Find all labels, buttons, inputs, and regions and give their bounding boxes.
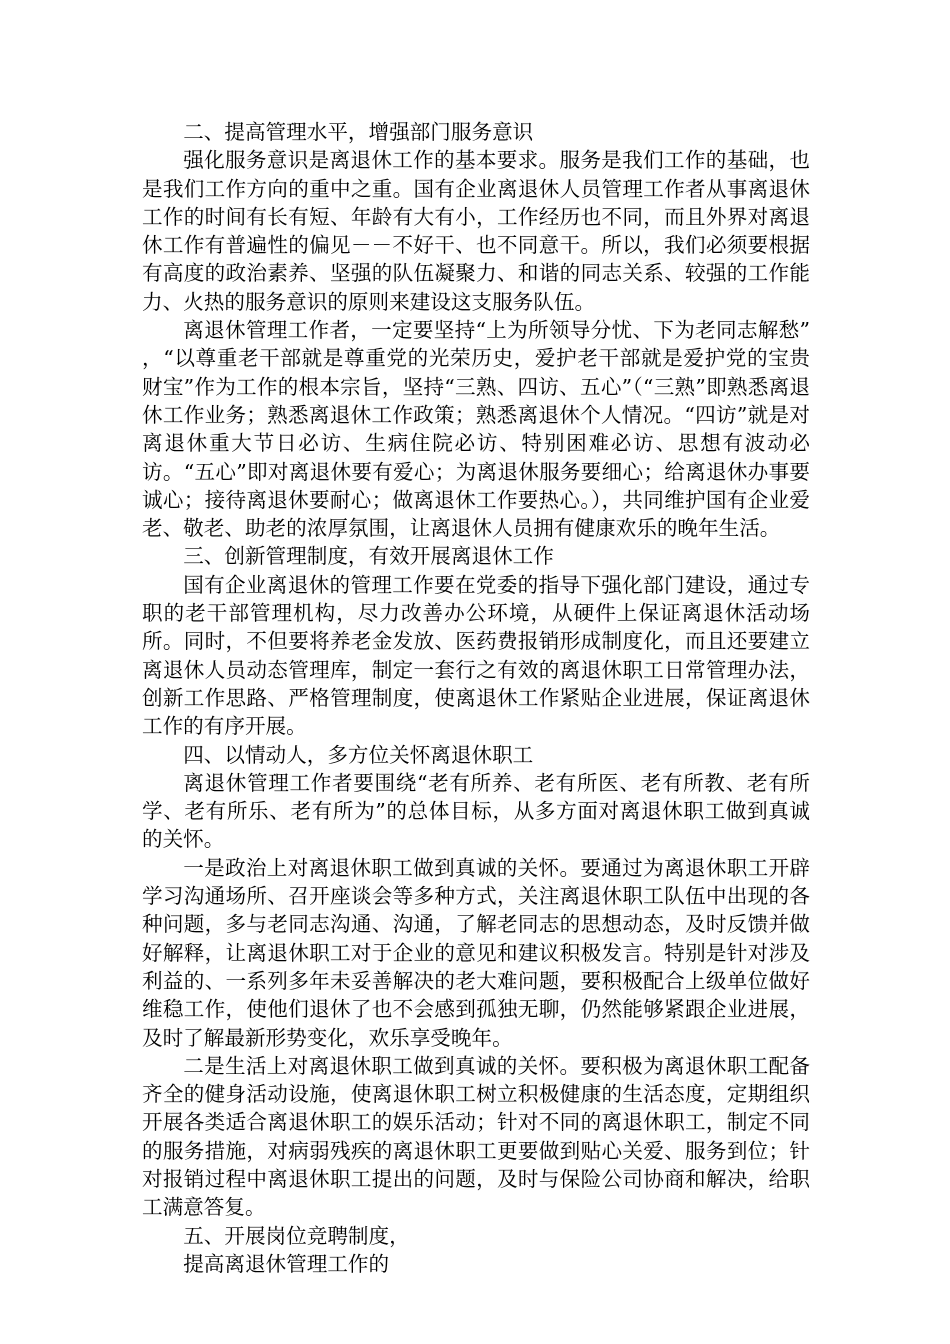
section-heading-5: 五、开展岗位竞聘制度， xyxy=(183,1223,410,1248)
document-body xyxy=(142,118,810,1278)
section-heading-2: 二、提高管理水平，增强部门服务意识 xyxy=(183,120,534,144)
section-heading-4: 四、以情动人，多方位关怀离退休职工 xyxy=(183,742,534,767)
paragraph-truncated: 提高离退休管理工作的 xyxy=(183,1251,390,1276)
paragraph-service-awareness: 强化服务意识是离退休工作的基本要求。服务是我们工作的基础，也是我们工作方向的重中之重。国有企业离退休人员管理工作者从事离退休工作的时间有长有短、年龄有大有小，工作经历也不同，而且外界对离退休工作有普遍性的偏见－－不好干、也不同意干。所以，我们必须要根据有高度的政治素养、坚强的队伍凝聚力、和谐的同志关系、较强的工作能力、火热的服务意识的原则来建设这支服务队伍。 xyxy=(142,148,810,314)
paragraph-overall-goal: 离退休管理工作者要围绕“老有所养、老有所医、老有所教、老有所学、老有所乐、老有所为”的总体目标，从多方面对离退休职工做到真诚的关怀。 xyxy=(142,770,810,852)
paragraph-management-system: 国有企业离退休的管理工作要在党委的指导下强化部门建设，通过专职的老干部管理机构，尽力改善办公环境，从硬件上保证离退休活动场所。同时，不但要将养老金发放、医药费报销形成制度化，而且还要建立离退休人员动态管理库，制定一套行之有效的离退休职工日常管理办法，创新工作思路、严格管理制度，使离退休工作紧贴企业进展，保证离退休工作的有序开展。 xyxy=(142,572,810,739)
paragraph-manager-principles: 离退休管理工作者，一定要坚持“上为所领导分忧、下为老同志解愁” ，“以尊重老干部就是尊重党的光荣历史，爱护老干部就是爱护党的宝贵财宝”作为工作的根本宗旨，坚持“三熟、四访、五心”（“三熟”即熟悉离退休工作业务；熟悉离退休工作政策；熟悉离退休个人情况。“四访”就是对离退休重大节日必访、生病住院必访、特别困难必访、思想有波动必访。“五心”即对离退休要有爱心；为离退休服务要细心；给离退休办事要诚心；接待离退休要耐心；做离退休工作要热心。），共同维护国有企业爱老、敬老、助老的浓厚氛围，让离退休人员拥有健康欢乐的晚年生活。 xyxy=(142,318,810,541)
section-heading-3: 三、创新管理制度，有效开展离退休工作 xyxy=(183,544,554,569)
paragraph-life-care: 二是生活上对离退休职工做到真诚的关怀。要积极为离退休职工配备齐全的健身活动设施，使离退休职工树立积极健康的生活态度，定期组织开展各类适合离退休职工的娱乐活动；针对不同的离退休职工，制定不同的服务措施，对病弱残疾的离退休职工更要做到贴心关爱、服务到位；针对报销过程中离退休职工提出的问题，及时与保险公司协商和解决，给职工满意答复。 xyxy=(142,1053,810,1220)
paragraph-political-care: 一是政治上对离退休职工做到真诚的关怀。要通过为离退休职工开辟学习沟通场所、召开座谈会等多种方式，关注离退休职工队伍中出现的各种问题，多与老同志沟通、沟通，了解老同志的思想动态，及时反馈并做好解释，让离退休职工对于企业的意见和建议积极发言。特别是针对涉及利益的、一系列多年未妥善解决的老大难问题，要积极配合上级单位做好维稳工作，使他们退休了也不会感到孤独无聊，仍然能够紧跟企业进展，及时了解最新形势变化，欢乐享受晚年。 xyxy=(142,855,810,1050)
